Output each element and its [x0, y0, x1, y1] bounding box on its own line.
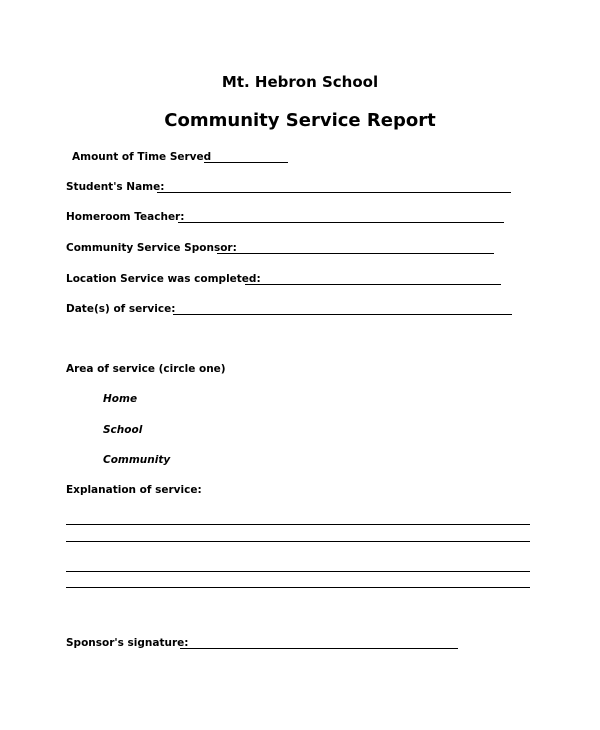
explanation-line-4[interactable] — [66, 587, 530, 588]
explanation-line-2[interactable] — [66, 541, 530, 542]
dates-label: Date(s) of service: — [66, 303, 176, 315]
signature-label: Sponsor's signature: — [66, 637, 189, 649]
explanation-label: Explanation of service: — [66, 484, 202, 496]
time-served-field[interactable] — [204, 162, 288, 163]
homeroom-teacher-label: Homeroom Teacher: — [66, 211, 185, 223]
student-name-field[interactable] — [157, 192, 511, 193]
student-name-label: Student's Name: — [66, 181, 165, 193]
area-option-school[interactable]: School — [103, 424, 143, 436]
area-option-community[interactable]: Community — [103, 454, 171, 466]
homeroom-teacher-field[interactable] — [178, 222, 504, 223]
dates-field[interactable] — [173, 314, 512, 315]
page-title: Community Service Report — [164, 110, 436, 131]
signature-field[interactable] — [180, 648, 458, 649]
location-label: Location Service was completed: — [66, 273, 261, 285]
location-field[interactable] — [245, 284, 501, 285]
area-of-service-label: Area of service (circle one) — [66, 363, 226, 375]
time-served-label: Amount of Time Served — [72, 151, 212, 163]
school-name: Mt. Hebron School — [221, 73, 379, 91]
sponsor-label: Community Service Sponsor: — [66, 242, 237, 254]
explanation-line-1[interactable] — [66, 524, 530, 525]
explanation-line-3[interactable] — [66, 571, 530, 572]
area-option-home[interactable]: Home — [103, 393, 138, 405]
sponsor-field[interactable] — [217, 253, 494, 254]
